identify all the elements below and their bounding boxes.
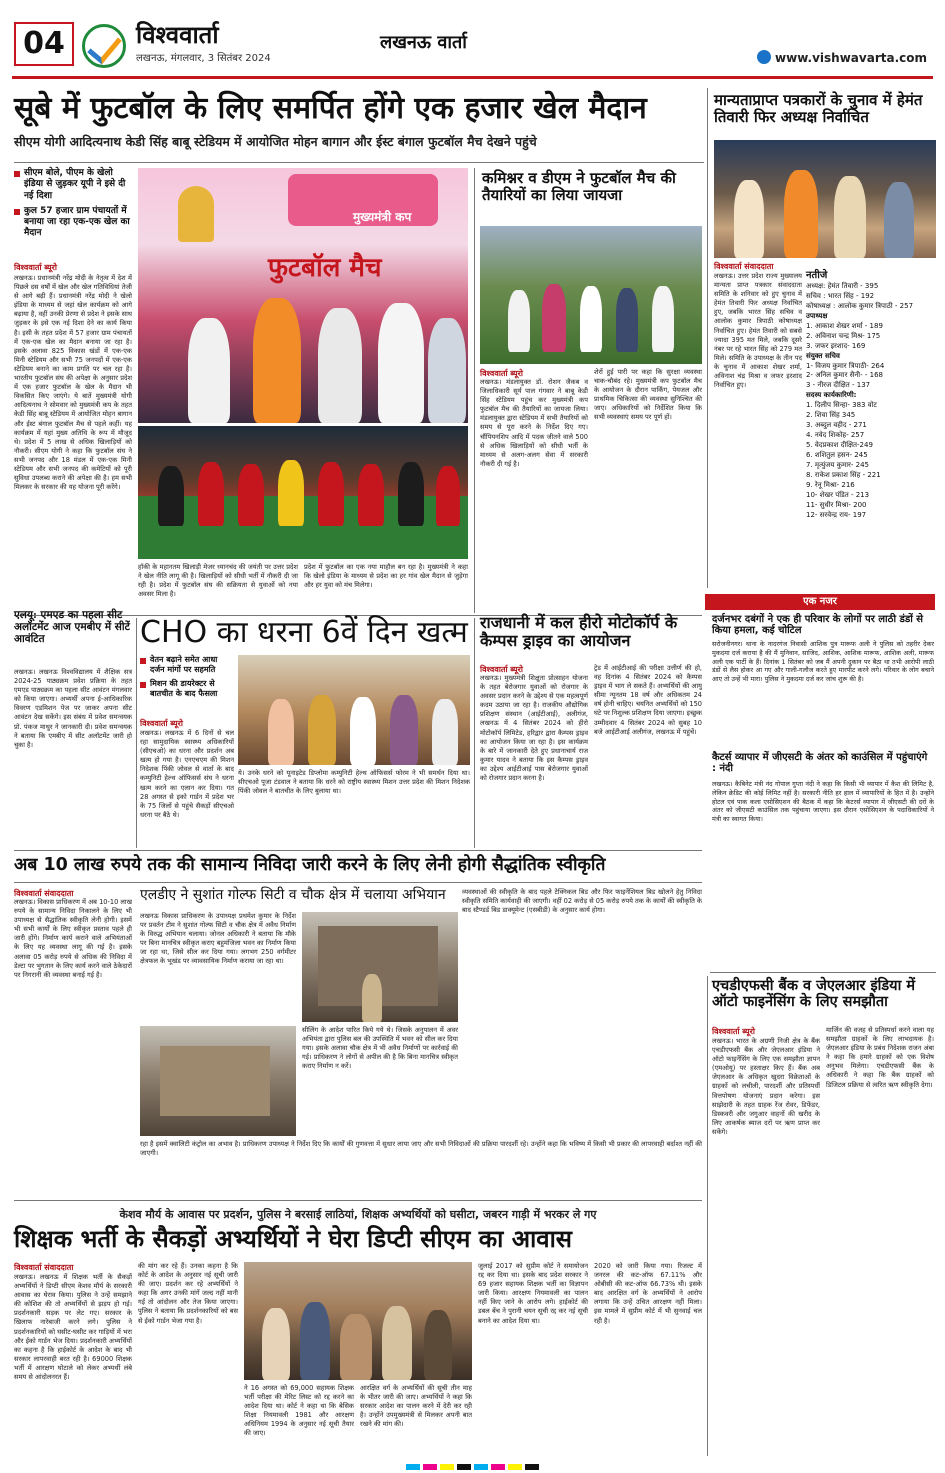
person [262,1308,290,1380]
tender-headline: अब 10 लाख रुपये तक की सामान्य निविदा जारी करने के लिए लेनी होगी सैद्धांतिक स्वीकृति [14,855,606,875]
prep-photo [480,226,702,364]
divider [707,976,708,1456]
teacher-photo [244,1262,472,1380]
nazar-headline-1: दर्जनभर दबंगों ने एक ही परिवार के लोगों पर लाठी डंडों से किया हमला, कई चोटिल [712,614,924,637]
print-color-bar [0,1464,945,1473]
website-url: www.vishwavarta.com [775,51,927,65]
results-list [806,282,934,521]
person [382,1306,412,1380]
lu-headline: एलयू: एमएड का पहला सीट अलॉटमेंट आज एमबीए में सीटें आवंटित [14,609,130,645]
highlight-item: सीएम बोले, पीएम के खेलो इंडिया से जुड़कर यूपी ने इसे दी नई दिशा [14,168,134,202]
result-row: 2- अनिल कुमार सैनी- - 168 [806,371,883,380]
person [580,286,602,352]
lead-body-col3: प्रदेश में फुटबॉल का एक नया माहौल बन रहा है। मुख्यमंत्री ने कहा कि खेलो इंडिया के माध्यम से प्रदेश का हर गांव खेल मैदान से जुड़ेगा और हर युवा को मंच मिलेगा। [304,563,468,590]
divider [710,972,936,973]
color-swatch [440,1464,454,1470]
result-row: 3. जफर इरशाद- 169 [806,341,866,350]
globe-icon [757,50,771,64]
teacher-kicker: केशव मौर्य के आवास पर प्रदर्शन, पुलिस ने बरसाई लाठियां, शिक्षक अभ्यर्थियों को घसीटा, जबरन गाड़ी में भरकर ले गए [119,1208,597,1221]
result-row: अध्यक्ष: हेमंत तिवारी - 395 [806,282,879,290]
building [160,1046,270,1116]
color-swatch [491,1464,505,1470]
prep-headline: कमिश्नर व डीएम ने फुटबॉल मैच की तैयारियों का लिया जायजा [482,169,676,204]
teacher-body-col4: 2020 को जारी किया गया। रिजल्ट में जनरल की कट-ऑफ 67.11% और ओबीसी की कट-ऑफ 66.73% थी। इसके बाद आरक्षित वर्ग के अभ्यर्थियों ने आरोप लगाया कि उन्हें उचित आरक्षण नहीं मिला। इस मामले में सुप्रीम कोर्ट में भी सुनवाई चल रही है। [594,1262,702,1325]
result-row: 7. मृत्युंजय कुमार- 245 [806,460,870,469]
color-swatch [423,1464,437,1470]
divider [707,88,708,588]
player [398,462,424,526]
brand-logo-icon [82,24,126,68]
divider [14,850,702,851]
press-photo [714,140,936,258]
player [358,464,384,526]
golf-photo-right [302,912,458,1022]
hdfc-body: लखनऊ। भारत के अग्रणी निजी क्षेत्र के बैंक एचडीएफसी बैंक और जेएलआर इंडिया ने ऑटो फाइनेंसिंग के लिए एक समझौता ज्ञापन (एमओयू) पर हस्ताक्षर किए हैं। बैंक अब जेएलआर के अधिकृत खुदरा विक्रेताओं के ग्राहकों को लचीली, पारदर्शी और प्रतिस्पर्धी वित्तपोषण योजनाएं प्रदान करेगा। इस साझेदारी के तहत ग्राहक रेंज रोवर, डिफेंडर, डिस्कवरी और जगुआर वाहनों की खरीद के लिए आकर्षक ब्याज दरों पर ऋण प्राप्त कर सकेंगे। [712,1037,820,1136]
person [362,974,382,1022]
person [318,308,362,423]
person [188,318,230,423]
lead-photo-team [138,426,468,559]
cho-body-col2: ये। उनके धरने को यूनाइटेड डिप्लोमा कम्युनिटी हेल्थ ऑफिसर्स फोरम ने भी समर्थन दिया था। सीएचओ पूजा टंडवाल ने बताया कि धरने को राष्ट्रीय स्वास्थ्य मिशन उत्तर प्रदेश की मिशन निदेशक पिंकी जोवल ने बातचीत के लिए बुलाया था। [238,769,470,796]
lead-byline: विश्ववार्ता ब्यूरो [14,263,57,272]
teacher-body: लखनऊ। लखनऊ में शिक्षक भर्ती के सैकड़ों अभ्यर्थियों ने डिप्टी सीएम केशव मौर्य के सरकारी आवास का घेराव किया। पुलिस ने उन्हें समझाने की कोशिश की तो अभ्यर्थियों से झड़प हो गई। प्रदर्शनकारी सड़क पर लेट गए। सरकार के खिलाफ नारेबाजी करने लगे। पुलिस ने प्रदर्शनकारियों को घसीट-घसीट कर गाड़ियों में भरा और ईको गार्डन भेज दिया। प्रदर्शनकारी अभ्यर्थियों का कहना है कि हाईकोर्ट के आदेश के बाद भी सरकार लापरवाही बरत रही है। 69000 शिक्षक भर्ती में आरक्षण घोटाले को लेकर अभ्यर्थी लंबे समय से आंदोलनरत हैं। [14,1273,132,1382]
ek-nazar-label: एक नजर [705,594,935,610]
results-title: नतीजे [806,270,828,281]
result-row: 4. नवेद शिकोह- 257 [806,431,865,440]
person [834,176,866,258]
press-headline: मान्यताप्राप्त पत्रकारों के चुनाव में हेमंत तिवारी फिर अध्यक्ष निर्वाचित [714,91,923,126]
result-row: 5. वेदप्रकाश दीक्षित-249 [806,441,873,449]
dateline: लखनऊ, मंगलवार, 3 सितंबर 2024 [136,53,271,64]
stage-label: फुटबॉल मैच [268,253,382,283]
player [436,466,460,526]
result-row: 10- शेखर पंडित - 213 [806,490,870,499]
brand-name: विश्ववार्ता [136,21,219,49]
result-row: सदस्य कार्यकारिणी: [806,391,857,400]
player [278,460,304,526]
color-swatch [406,1464,420,1470]
masthead [0,0,945,80]
teacher-body-col6: आरक्षित वर्ग के अभ्यर्थियों की सूची तीन माह के भीतर जारी की जाए। अभ्यर्थियों ने कहा कि सरकार आदेश का पालन करने में देरी कर रही है। उन्होंने उपमुख्यमंत्री से मिलकर अपनी बात रखने की मांग की। [360,1384,472,1429]
cho-highlights [140,655,234,703]
cho-byline: विश्ववार्ता ब्यूरो [140,719,183,728]
hdfc-body-col2: मार्जिन की वजह से प्रतिस्पर्धा करने वाला यह समझौता ग्राहकों के लिए लाभदायक है। जेएलआर इंडिया के प्रबंध निदेशक राजन अंबा ने कहा कि हमारे ग्राहकों को एक विशेष अनुभव मिलेगा। एचडीएफसी बैंक के अधिकारी ने कहा कि बैंक ग्राहकों को डिजिटल प्रक्रिया से त्वरित ऋण स्वीकृति देगा। [826,1026,934,1089]
result-row: 2. अविनाश चन्द्र मिश्र- 175 [806,331,881,340]
lead-highlights [14,168,134,244]
player [318,462,344,526]
player [238,464,264,526]
person [424,1310,452,1380]
person [350,697,376,765]
hdfc-headline: एचडीएफसी बैंक व जेएलआर इंडिया में ऑटो फाइनेंसिंग के लिए समझौता [712,977,916,1011]
color-swatch [457,1464,471,1470]
press-body: लखनऊ। उत्तर प्रदेश राज्य मुख्यालय मान्यता प्राप्त पत्रकार संवाददाता समिति के शनिवार को हुए चुनाव में हेमंत तिवारी फिर अध्यक्ष निर्वाचित हुए, जबकि भारत सिंह सचिव व आलोक कुमार त्रिपाठी कोषाध्यक्ष निर्वाचित हुए। हेमंत तिवारी को सबसे ज्यादा 395 मत मिले, जबकि दूसरे नंबर पर रहे भारत सिंह को 279 मत मिले। समिति के उपाध्यक्ष के तीन पद के चुनाव में आकाश शेखर शर्मा, अविनाश चंद्र मिश्रा व जफर इरशाद निर्वाचित हुए। [714,272,802,390]
trophy-icon [178,186,214,242]
divider [474,618,475,848]
cho-photo [238,655,470,765]
highlight-item: मिशन की डायरेक्टर से बातचीत के बाद फैसला [140,679,234,699]
golf-photo-left [140,1026,296,1136]
tender-body-col3: रहा है इसमें क्वालिटी कंट्रोल का अभाव है। प्राधिकरण उपाध्यक्ष ने निर्देश दिए कि कार्यों की गुणवत्ता में सुधार लाया जाए और सभी निविदाओं की प्रक्रिया पारदर्शी रहे। उन्होंने कहा कि भविष्य में किसी भी प्रकार की लापरवाही बर्दाश्त नहीं की जाएगी। [140,1140,702,1158]
person [253,298,301,423]
prep-body: लखनऊ। मंडलायुक्त डॉ. रोशन जैकब व जिलाधिकारी सूर्य पाल गंगवार ने बाबू केडी सिंह स्टेडियम पहुंच कर मुख्यमंत्री कप फुटबॉल मैच की तैयारियों का जायजा लिया। मंडलायुक्त द्वारा स्टेडियम में सभी तैयारियों को समय से पूरा करने के निर्देश दिए गए। चौंपियनशिप आदि में पदक जीतने वाले 500 से अधिक खिलाड़ियों को सीधी भर्ती के माध्यम से अलग-अलग सेवा में सरकारी नौकरी दी गई है। [480,378,588,468]
person [432,699,458,765]
hero-body: लखनऊ। मुख्यमंत्री शिक्षुता प्रोत्साहन योजना के तहत बेरोजगार युवाओं को रोजगार के अवसर प्रदान करने के उद्देश्य से एक महत्वपूर्ण कदम उठाया जा रहा है। राजकीय औद्योगिक प्रशिक्षण संस्थान (आईटीआई), अलीगंज, लखनऊ में 4 सितंबर 2024 को हीरो मोटोकॉर्प लिमिटेड, हरिद्वार द्वारा कैम्पस ड्राइव का आयोजन किया जा रहा है। इस कार्यक्रम के बारे में जानकारी देते हुए प्रधानाचार्य राज कुमार यादव ने बताया कि इस कैम्पस ड्राइव का उद्देश्य आईटीआई पास बेरोजगार युवाओं को रोजगार प्रदान करना है। [480,674,588,783]
nazar-headline-2: कैटर्स व्यापार में जीएसटी के अंतर को काउंसिल में पहुंचाएंगे : नंदी [712,752,928,775]
divider [14,1200,702,1201]
person [308,695,336,765]
prep-body-col2: शेरों हुई पारी पर कहा कि सुरक्षा व्यवस्था चाक-चौबंद रहे। मुख्यमंत्री कप फुटबॉल मैच के आयोजन के दौरान पार्किंग, पेयजल और प्राथमिक चिकित्सा की व्यवस्था सुनिश्चित की जाए। अधिकारियों को निर्देशित किया कि सभी व्यवस्थाएं समय पर पूर्ण हों। [594,368,702,422]
hero-body-col2: ट्रेड में आईटीआई की परीक्षा उत्तीर्ण की हो, वह दिनांक 4 सितंबर 2024 को कैम्पस ड्राइव में भाग ले सकते हैं। अभ्यर्थियों की आयु सीमा न्यूनतम 18 वर्ष और अधिकतम 24 वर्ष होनी चाहिए। चयनित अभ्यर्थियों को 150 घंटे पर निशुल्क प्रशिक्षण दिया जाएगा। इच्छुक उम्मीदवार 4 सितंबर 2024 को सुबह 10 बजे आईटीआई अलीगंज, लखनऊ में पहुंचें। [594,664,702,736]
teacher-body-col2: की मांग कर रहे हैं। उनका कहना है कि कोर्ट के आदेश के अनुसार नई सूची जारी की जाए। प्रदर्शन कर रहे अभ्यर्थियों ने कहा कि अगर उनकी मांगें जल्द नहीं मानी गईं तो आंदोलन और तेज किया जाएगा। पुलिस ने बताया कि प्रदर्शनकारियों को बस से ईको गार्डन भेजा गया है। [138,1262,238,1325]
press-byline: विश्ववार्ता संवाददाता [714,262,774,271]
person [542,284,566,352]
person [652,286,674,352]
nazar-body-1: सरोजनीनगर। थाना के नादरगंज निवासी आशिक पुत्र मारूफ अली ने पुलिस को तहरीर देकर मुकदमा दर्ज कराया है की मैं मुनिवान, साजिद, आशिक, आशिक मारूफ, आशिक अली, मारूफ अली एक पार्टी के हैं। दिनांक 1 सितंबर को जब मैं अपनी दुकान पर बैठा था तभी आरोपी लाठी डंडों से लैस होकर आ गए और गाली-गलौज करते हुए मारपीट करने लगे। परिवार के लोग बचाने आए तो उन्हें भी मारा। पुलिस ने मुकदमा दर्ज कर जांच शुरू की है। [712,640,934,684]
golf-body: लखनऊ विकास प्राधिकरण के उपाध्यक्ष प्रथमेश कुमार के निर्देश पर प्रवर्तन टीम ने सुशांत गोल्फ सिटी व चौक क्षेत्र में अवैध निर्माण के विरुद्ध अभियान चलाया। जोनल अधिकारी ने बताया कि मौके पर बिना मानचित्र स्वीकृत कराए बहुमंजिला भवन का निर्माण किया जा रहा था, जिसे सील कर दिया गया। लगभग 250 वर्गमीटर क्षेत्रफल के भूखंड पर व्यावसायिक निर्माण कराया जा रहा था। [140,912,296,966]
lead-body: लखनऊ। प्रधानमंत्री नरेंद्र मोदी के नेतृत्व में देश में पिछले दस वर्षों में खेल और खेल गतिविधियां तेजी से आगे बढ़ी हैं। प्रधानमंत्री नरेंद्र मोदी ने खेलो इंडिया के माध्यम से जहां खेल कार्यक्रम को आगे बढ़ाया है, वहीं उनकी प्रेरणा से प्रदेश ने इसके साथ जुड़कर के इसे एक नई दिशा देने का कार्य किया है। इसी के तहत प्रदेश में 57 हजार ग्राम पंचायतों में एक-एक खेल का मैदान बनाया जा रहा है। इसके अलावा 825 विकास खंडों में एक-एक मिनी स्टेडियम और सभी 75 जनपदों में एक-एक स्टेडियम बनाने का काम प्रगति पर चल रहा है। भारतीय फुटबॉल संघ की अपेक्षा के अनुसार प्रदेश में एक हजार फुटबॉल के खेल के मैदान भी विकसित किए जाएंगे। ये बातें मुख्यमंत्री योगी आदित्यनाथ ने सोमवार को मुख्यमंत्री कप के तहत केडी सिंह बाबू स्टेडियम में आयोजित मोहन बागान और ईस्ट बंगाल फुटबॉल मैच से पहले कहीं। यह कार्यक्रम में यहां मुख्य अतिथि के रूप में मौजूद थे। प्रदेश में 5 लाख से अधिक खिलाड़ियों को नौकरी। सीएम योगी ने कहा कि फुटबॉल संघ ने सभी जनपद और 18 मंडल में एक-एक मिनी स्टेडियम और सभी जनपद की कमेटियों को पूरी सुविधा उपलब्ध कराने की अपेक्षा की है। हम सभी मिलकर के सरकार की यह योजना पूरी करेंगे। [14,274,132,492]
result-row: 12- सरवेन्द्र राय- 197 [806,510,867,519]
person [616,288,638,352]
divider [14,882,702,883]
result-row: 6. शशितुल हसन- 245 [806,450,868,459]
person [428,318,466,423]
page-number: 04 [14,22,74,66]
result-row: कोषाध्यक्ष : आलोक कुमार त्रिपाठी - 257 [806,301,914,310]
hdfc-byline: विश्ववार्ता ब्यूरो [712,1027,755,1036]
lead-headline: सूबे में फुटबॉल के लिए समर्पित होंगे एक हजार खेल मैदान [14,91,647,126]
lead-photo-stage [138,168,468,423]
player [198,462,224,526]
result-row: संयुक्त सचिव [806,351,840,360]
person [300,1302,330,1380]
color-swatch [474,1464,488,1470]
tender-body: लखनऊ। विकास प्राधिकरण में अब 10-10 लाख रुपये के सामान्य निविदा निकालने के लिए भी उपाध्यक्ष से सैद्धांतिक स्वीकृति लेनी होगी। इसमें भी सभी कार्यों के लिए स्वीकृत प्रस्ताव पहले ही जारी होंगे। निर्माण कार्य कराने वाले अभियंताओं के लिए यह व्यवस्था लागू की गई है। इसके अलावा 05 करोड़ रुपये से अधिक की निविदा में डेल्टा पर भुगतान के लिए कार्य करने वाले ठेकेदारों पर निगरानी की व्यवस्था बनाई गई है। [14,898,132,979]
person [390,695,418,765]
teacher-body-col5: ने 16 अगस्त को 69,000 सहायक शिक्षक भर्ती परीक्षा की मेरिट लिस्ट को रद्द करने का आदेश दिया था। कोर्ट ने कहा था कि बेसिक शिक्षा नियमावली 1981 और आरक्षण अधिनियम 1994 के अनुसार नई सूची तैयार की जाए। [244,1384,354,1438]
color-swatch [525,1464,539,1470]
divider [14,162,704,163]
hero-byline: विश्ववार्ता ब्यूरो [480,665,523,674]
result-row: 1- विजय कुमार त्रिपाठी- 264 [806,361,885,370]
divider [136,618,137,848]
result-row: 8. राकेश प्रकाश सिंह - 221 [806,470,881,479]
lead-subheadline: सीएम योगी आदित्यनाथ केडी सिंह बाबू स्टेडियम में आयोजित मोहन बागान और ईस्ट बंगाल फुटबॉल मैच देखने पहुंचे [14,134,537,149]
result-row: 3. अब्दुल वहीद - 271 [806,421,867,430]
result-row: 9. रेनू मिश्रा- 216 [806,480,855,489]
masthead-rule [12,76,933,79]
website-link[interactable] [757,50,927,65]
person [340,1314,372,1380]
teacher-body-col3: जुलाई 2017 को सुप्रीम कोर्ट ने समायोजन रद्द कर दिया था। इसके बाद प्रदेश सरकार ने 69 हजार सहायक शिक्षक भर्ती का विज्ञापन जारी किया। आरक्षण नियमावली का पालन नहीं किए जाने के आरोप लगे। हाईकोर्ट की डबल बेंच ने पुरानी चयन सूची रद्द कर नई सूची बनाने का आदेश दिया था। [478,1262,588,1325]
person [378,303,424,423]
color-swatch [508,1464,522,1470]
result-row: 11- सुधीर मिश्रा- 200 [806,500,867,509]
tender-byline: विश्ववार्ता संवाददाता [14,889,74,898]
result-row: उपाध्यक्ष [806,311,828,320]
person [268,699,294,765]
person [508,290,530,352]
divider [474,168,475,613]
result-row: सचिव : भारत सिंह - 192 [806,291,875,300]
cho-body: लखनऊ। लखनऊ में 6 दिनों से चल रहा सामुदायिक स्वास्थ्य अधिकारियों (सीएचओ) का धरना और प्रदर्शन अब खत्म हो गया है। एनएचएम की मिशन निदेशक पिंकी जोवल से वार्ता के बाद कम्युनिटी हेल्थ ऑफिसर्स संघ ने धरना खत्म करने का एलान कर दिया। गत 28 अगस्त से इको गार्डन में प्रदेश भर के 75 जिलों से पहुंचे सैकड़ों सीएचओ धरना पर बैठे थे। [140,729,234,819]
result-row: 1. दिलीप सिन्हा- 383 वोट [806,401,877,410]
result-row: 2. शिवा सिंह 345 [806,411,856,420]
hero-headline: राजधानी में कल हीरो मोटोकॉर्प के कैम्पस ड्राइव का आयोजन [480,613,678,650]
teacher-headline: शिक्षक भर्ती के सैकड़ों अभ्यर्थियों ने घेरा डिप्टी सीएम का आवास [14,1224,573,1253]
nazar-body-2: लखनऊ। कैबिनेट मंत्री नंद गोपाल गुप्ता नंदी ने कहा कि किसी भी व्यापार में कैश की लिमिट है, लेकिन क्रेडिट की कोई लिमिट नहीं है। सरकारी नीति हर हाल में व्यापारियों के हित में है। उन्होंने होटल एवं पाक कला एसोसिएशन की बैठक में कहा कि केटरर्स व्यापार में जीएसटी की दरों के अंतर को जीएसटी काउंसिल तक पहुंचाया जाएगा। इस दौरान एसोसिएशन के पदाधिकारियों ने मंत्री का स्वागत किया। [712,780,934,824]
person [884,182,914,258]
highlight-item: वेतन बढ़ाने समेत आधा दर्जन मांगों पर सहमति [140,655,234,675]
highlight-item: कुल 57 हजार ग्राम पंचायतों में बनाया जा रहा एक-एक खेल का मैदान [14,206,134,240]
golf-body-col2: सीलिंग के आदेश पारित किये गये थे। जिसके अनुपालन में अवर अभियंता द्वारा पुलिस बल की उपस्थिति में भवन को सील कर दिया गया। इसके अलावा चौक क्षेत्र में भी अवैध निर्माणों पर कार्रवाई की गई। प्राधिकरण ने लोगों से अपील की है कि बिना मानचित्र स्वीकृत कराए निर्माण न करें। [302,1026,458,1071]
result-row: 1. आकाश शेखर शर्मा - 189 [806,321,883,330]
section-title: लखनऊ वार्ता [380,32,467,53]
prep-byline: विश्ववार्ता ब्यूरो [480,369,523,378]
cup-label: मुख्यमंत्री कप [353,210,412,224]
teacher-byline: विश्ववार्ता संवाददाता [14,1263,74,1272]
lead-body-col2: हॉकी के महानतम खिलाड़ी मेजर ध्यानचंद की जयंती पर उत्तर प्रदेश ने खेल नीति लागू की है। खिलाड़ियों को सीधी भर्ती में नौकरी दी जा रही है। प्रदेश में फुटबॉल संघ की सक्रियता से युवाओं को नया अवसर मिला है। [138,563,298,599]
lu-body: लखनऊ। लखनऊ विश्वविद्यालय में शैक्षिक सत्र 2024-25 पाठ्यक्रम प्रवेश प्रक्रिया के तहत एमएड पाठ्यक्रम का पहला सीट आवंटन मंगलवार को किया जाएगा। अभ्यर्थी अपना ई-आधिकारिक विवरण एडमिशन पेज पर जाकर अपना सीट आवंटन देख सकेंगे। इस संबंध में प्रवेश समन्वयक प्रो. पंकज माथुर ने जानकारी दी। प्रवेश समन्वयक ने बताया कि एमबीए में सीट अलॉटमेंट जारी हो चुका है। [14,668,132,749]
person [784,170,818,258]
cho-headline: CHO का धरना 6वें दिन खत्म [140,615,468,650]
golf-headline: एलडीए ने सुशांत गोल्फ सिटी व चौक क्षेत्र में चलाया अभियान [140,887,446,903]
player [158,466,184,526]
person [734,180,764,258]
result-row: 3 - नीरज दीक्षित - 137 [806,381,871,390]
tender-body-col2: व्यवस्थाओं की स्वीकृति के बाद पहले टेक्निकल बिड और फिर फाइनेंशियल बिड खोलने हेतु निविदा स्वीकृति समिति कार्यवाही की जाएगी। वहीं 02 करोड़ से 05 करोड़ रुपये तक के कार्यों की स्वीकृति के बाद स्टैण्डर्ड बिड डाक्यूमेन्ट (एसबीडी) के अनुसार कार्य होगा। [462,888,702,915]
